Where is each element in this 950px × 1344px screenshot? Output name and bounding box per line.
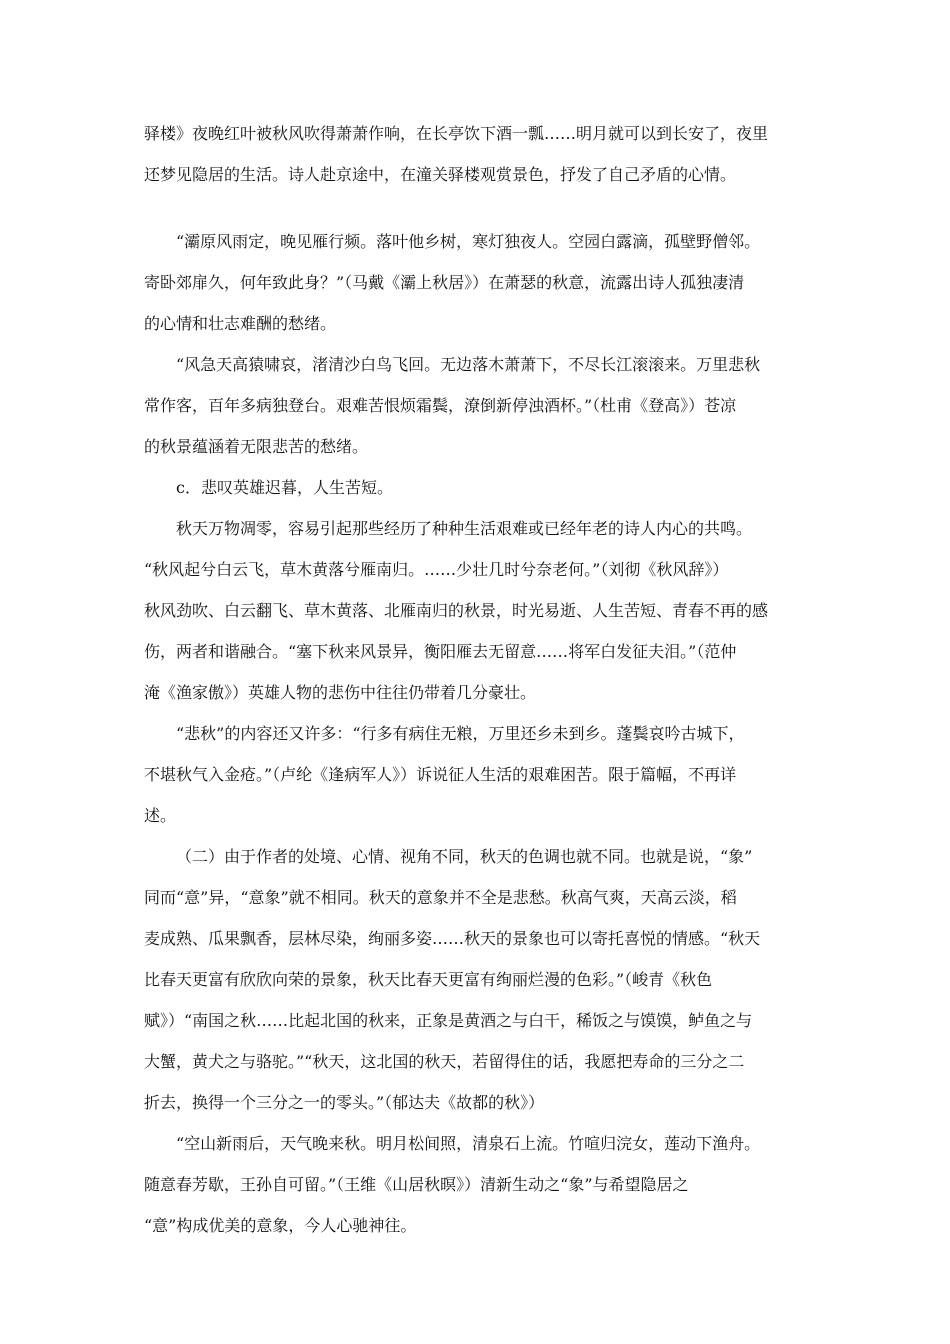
text-line: “空山新雨后，天气晚来秋。明月松间照，清泉石上流。竹喧归浣女，莲动下渔舟。 bbox=[176, 1134, 761, 1153]
text-line: “意”构成优美的意象，今人心驰神往。 bbox=[144, 1216, 417, 1235]
text-line: “风急天高猿啸哀，渚清沙白鸟飞回。无边落木萧萧下，不尽长江滚滚来。万里悲秋 bbox=[176, 355, 761, 374]
text-line: 大蟹，黄犬之与骆驼。”“秋天，这北国的秋天，若留得住的话，我愿把寿命的三分之二 bbox=[144, 1052, 745, 1071]
text-line: c．悲叹英雄迟暮，人生苦短。 bbox=[176, 478, 393, 497]
text-line: 伤，两者和谐融合。“塞下秋来风景异，衡阳雁去无留意……将军白发征夫泪。”（范仲 bbox=[144, 642, 737, 661]
text-line: 随意春芳歇，王孙自可留。”（王维《山居秋暝》）清新生动之“象”与希望隐居之 bbox=[144, 1175, 689, 1194]
text-line: “秋风起兮白云飞，草木黄落兮雁南归。……少壮几时兮奈老何。”（刘彻《秋风辞》） bbox=[144, 560, 729, 579]
text-line: 述。 bbox=[144, 806, 177, 825]
text-line: 的心情和壮志难酬的愁绪。 bbox=[144, 314, 337, 333]
text-line: 同而“意”异，“意象”就不相同。秋天的意象并不全是悲愁。秋高气爽，天高云淡，稻 bbox=[144, 888, 737, 907]
text-line: 折去，换得一个三分之一的零头。”（郁达夫《故都的秋》） bbox=[144, 1093, 545, 1112]
text-line: 还梦见隐居的生活。诗人赴京途中，在潼关驿楼观赏景色，抒发了自己矛盾的心情。 bbox=[144, 165, 737, 184]
text-line: 驿楼》夜晚红叶被秋风吹得萧萧作响，在长亭饮下酒一瓢……明月就可以到长安了，夜里 bbox=[144, 124, 769, 143]
text-line: 比春天更富有欣欣向荣的景象，秋天比春天更富有绚丽烂漫的色彩。”（峻青《秋色 bbox=[144, 970, 713, 989]
text-line: 常作客，百年多病独登台。艰难苦恨烦霜鬓，潦倒新停浊酒杯。”（杜甫《登高》）苍凉 bbox=[144, 396, 737, 415]
text-line: 赋》）“南国之秋……比起北国的秋来，正象是黄酒之与白干，稀饭之与馍馍，鲈鱼之与 bbox=[144, 1011, 753, 1030]
text-line: 寄卧郊扉久，何年致此身？”（马戴《灞上秋居》）在萧瑟的秋意，流露出诗人孤独凄清 bbox=[144, 273, 745, 292]
text-line: 麦成熟、瓜果飘香，层林尽染，绚丽多姿……秋天的景象也可以寄托喜悦的情感。“秋天 bbox=[144, 929, 761, 948]
text-line: 不堪秋气入金疮。”（卢纶《逢病军人》）诉说征人生活的艰难困苦。限于篇幅，不再详 bbox=[144, 765, 737, 784]
text-line: 淹《渔家傲》）英雄人物的悲伤中往往仍带着几分豪壮。 bbox=[144, 683, 537, 702]
text-line: （二）由于作者的处境、心情、视角不同，秋天的色调也就不同。也就是说，“象” bbox=[176, 847, 753, 866]
text-line: “灞原风雨定，晚见雁行频。落叶他乡树，寒灯独夜人。空园白露滴，孤壁野僧邻。 bbox=[176, 232, 761, 251]
text-line: 秋天万物凋零，容易引起那些经历了种种生活艰难或已经年老的诗人内心的共鸣。 bbox=[176, 519, 753, 538]
text-line: 秋风劲吹、白云翻飞、草木黄落、北雁南归的秋景，时光易逝、人生苦短、青春不再的感 bbox=[144, 601, 769, 620]
text-line: 的秋景蕴涵着无限悲苦的愁绪。 bbox=[144, 437, 369, 456]
text-line: “悲秋”的内容还又许多：“行多有病住无粮，万里还乡未到乡。蓬鬓哀吟古城下， bbox=[176, 724, 745, 743]
